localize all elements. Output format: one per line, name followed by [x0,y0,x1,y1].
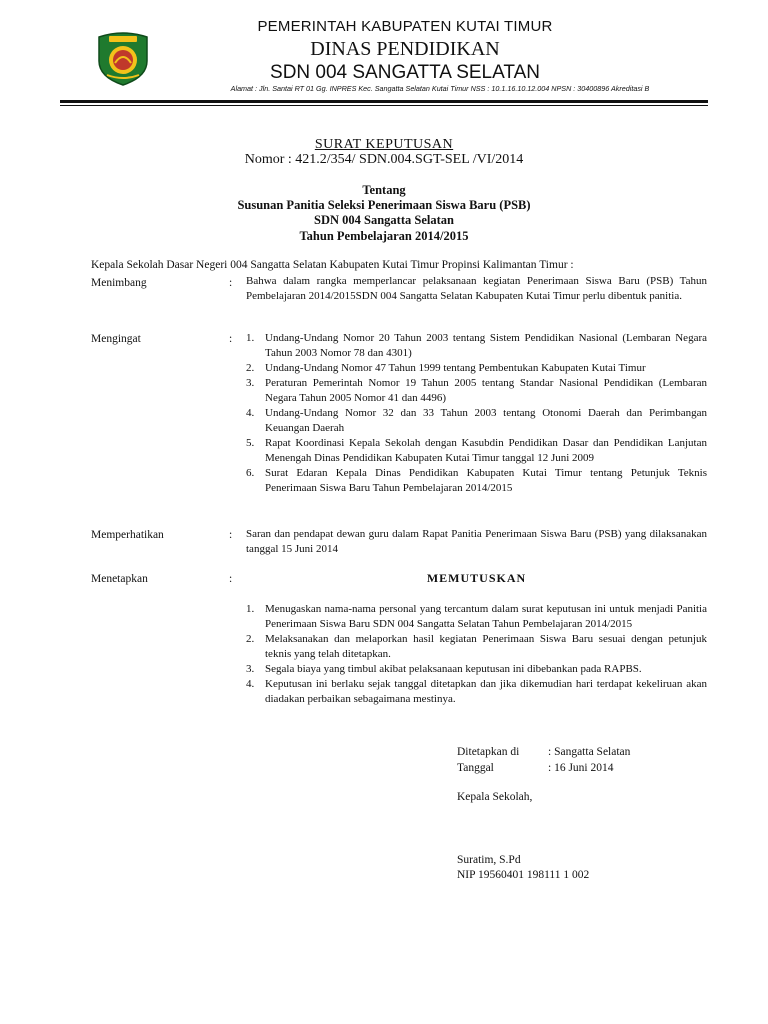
document-number: Nomor : 421.2/354/ SDN.004.SGT-SEL /VI/2014 [244,152,524,167]
list-number: 3. [246,663,255,675]
list-number: 1. [246,603,255,615]
list-item [246,632,707,662]
list-text: Keputusan ini berlaku sejak tanggal ditetapkan dan jika dikemudian hari terdapat kekeliruan akan diadakan perbaikan sebagaimana mestinya. [265,678,707,705]
signatory-role: Kepala Sekolah, [457,791,533,803]
mengingat-colon: : [229,333,233,345]
list-item [246,406,707,436]
memperhatikan-text: Saran dan pendapat dewan guru dalam Rapat Panitia Penerimaan Siswa Baru (PSB) yang dilaksanakan tanggal 15 Juni 2014 [246,528,707,555]
list-text: Undang-Undang Nomor 32 dan 33 Tahun 2003 tentang Otonomi Daerah dan Perimbangan Keuangan Daerah [265,407,707,434]
menimbang-colon: : [229,277,233,289]
letterhead-divider [60,100,708,103]
place-label: Ditetapkan di [457,746,520,758]
menimbang-label: Menimbang [91,277,147,289]
government-name: PEMERINTAH KABUPATEN KUTAI TIMUR [257,18,553,35]
memperhatikan-colon: : [229,529,233,541]
list-text: Surat Edaran Kepala Dinas Pendidikan Kabupaten Kutai Timur tentang Petunjuk Teknis Penerimaan Siswa Baru Tahun Pembelajaran 2014/2015 [265,467,707,494]
list-item [246,361,707,376]
list-number: 4. [246,678,255,690]
list-text: Segala biaya yang timbul akibat pelaksanaan keputusan ini dibebankan pada RAPBS. [265,663,642,675]
letterhead-divider-thin [60,105,708,106]
district-logo-icon [93,27,153,87]
decision-list [246,602,707,707]
subject-label: Tentang [362,183,406,197]
signatory-nip: NIP 19560401 198111 1 002 [457,869,590,881]
list-item [246,677,707,707]
list-text: Rapat Koordinasi Kepala Sekolah dengan Kasubdin Pendidikan Dasar dan Pendidikan Lanjutan Menengah Dinas Pendidikan Kabupaten Kutai Timur tanggal 12 Juni 2009 [265,437,707,464]
subject-line-2: SDN 004 Sangatta Selatan [314,213,454,227]
list-number: 1. [246,332,255,344]
list-item [246,602,707,632]
list-item [246,436,707,466]
list-number: 3. [246,377,255,389]
signatory-name: Suratim, S.Pd [457,854,521,866]
subject-line-3: Tahun Pembelajaran 2014/2015 [299,229,469,243]
date-value: : 16 Juni 2014 [548,762,614,774]
list-text: Peraturan Pemerintah Nomor 19 Tahun 2005 tentang Standar Nasional Pendidikan (Lembaran Negara Tahun 2005 Nomor 41 dan 4496) [265,377,707,404]
menimbang-text: Bahwa dalam rangka memperlancar pelaksanaan kegiatan Penerimaan Siswa Baru (PSB) Tahun Pembelajaran 2014/2015SDN 004 Sangatta Selatan Kabupaten Kutai Timur perlu dibentuk panitia. [246,275,707,302]
list-number: 4. [246,407,255,419]
decision-heading: MEMUTUSKAN [426,571,527,585]
memperhatikan-label: Memperhatikan [91,529,164,541]
list-item [246,376,707,406]
mengingat-label: Mengingat [91,333,141,345]
menetapkan-label: Menetapkan [91,573,148,585]
list-item [246,331,707,361]
list-number: 6. [246,467,255,479]
date-label: Tanggal [457,762,494,774]
mengingat-list [246,331,707,496]
document-heading: SURAT KEPUTUSAN [314,137,454,152]
list-text: Menugaskan nama-nama personal yang tercantum dalam surat keputusan ini untuk menjadi Panitia Penerimaan Siswa Baru SDN 004 Sangatta Selatan Tahun Pembelajaran 2014/2015 [265,603,707,630]
list-number: 2. [246,362,255,374]
school-name: SDN 004 SANGATTA SELATAN [270,62,540,83]
list-text: Undang-Undang Nomor 20 Tahun 2003 tentang Sistem Pendidikan Nasional (Lembaran Negara Tahun 2003 Nomor 78 dan 4301) [265,332,707,359]
school-address: Alamat : Jln. Santai RT 01 Gg. INPRES Kec. Sangatta Selatan Kutai Timur NSS : 10.1.16.10.12.004 NPSN : 30400896 Akreditasi B [230,84,650,93]
intro-text: Kepala Sekolah Dasar Negeri 004 Sangatta Selatan Kabupaten Kutai Timur Propinsi Kalimantan Timur : [91,259,574,271]
list-item [246,662,707,677]
list-number: 2. [246,633,255,645]
list-number: 5. [246,437,255,449]
place-value: : Sangatta Selatan [548,746,631,758]
list-text: Melaksanakan dan melaporkan hasil kegiatan Penerimaan Siswa Baru sesuai dengan petunjuk teknis yang telah ditetapkan. [265,633,707,660]
list-item [246,466,707,496]
subject-line-1: Susunan Panitia Seleksi Penerimaan Siswa Baru (PSB) [237,198,531,212]
menetapkan-colon: : [229,573,233,585]
list-text: Undang-Undang Nomor 47 Tahun 1999 tentang Pembentukan Kabupaten Kutai Timur [265,362,646,374]
department-name: DINAS PENDIDIKAN [310,38,500,60]
